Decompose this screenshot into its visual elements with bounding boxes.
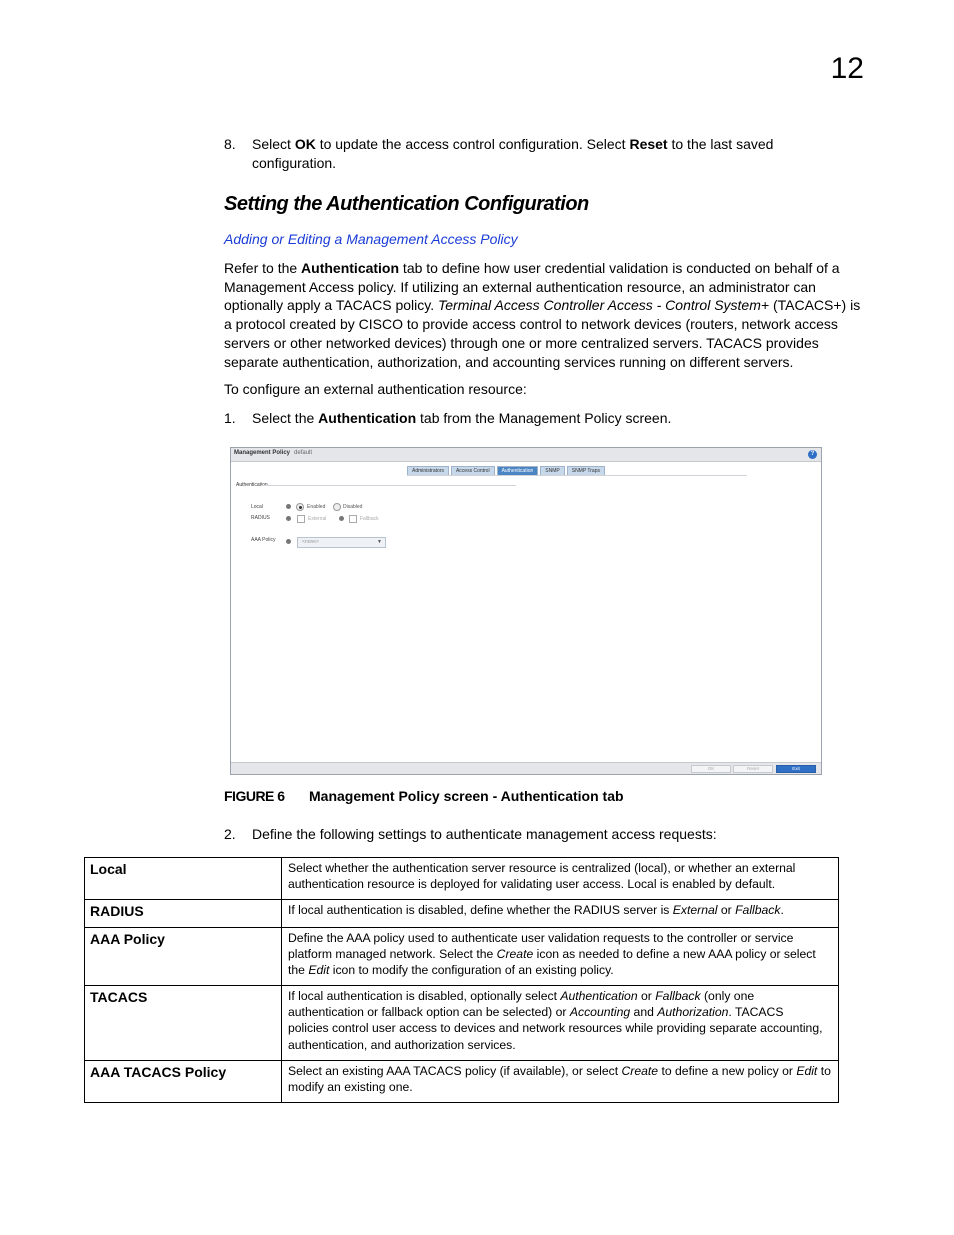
text: modify an existing one. — [288, 1080, 413, 1095]
text: icon as needed to define a new AAA policy or select — [533, 947, 816, 962]
text: icon to modify the configuration of an existing policy. — [329, 963, 614, 978]
ok-button[interactable]: OK — [691, 765, 731, 773]
text: If local authentication is disabled, define whether the RADIUS server is — [288, 903, 673, 917]
step-text: tab from the Management Policy screen. — [416, 410, 672, 426]
management-policy-screenshot — [230, 447, 822, 775]
info-icon — [286, 516, 291, 521]
text: Select whether the authentication server resource is centralized (local), or whether an external — [288, 861, 796, 875]
term-tacacs: TACACS — [85, 986, 282, 1061]
radius-external-label: External — [308, 516, 327, 522]
text: Define the AAA policy used to authenticate user validation requests to the controller or service — [288, 931, 794, 945]
term-local: Local — [85, 858, 282, 900]
text: to — [817, 1064, 831, 1078]
local-label: Local — [251, 504, 263, 510]
text: servers or other networked devices) through one or more centralized servers. TACACS provides — [224, 334, 819, 351]
authentication-term: Authentication — [301, 260, 400, 276]
term-aaa-tacacs-policy: AAA TACACS Policy — [85, 1061, 282, 1103]
section-title: Setting the Authentication Configuration — [224, 193, 589, 215]
aaa-policy-value: <none> — [302, 539, 319, 545]
term-radius: RADIUS — [85, 900, 282, 928]
tab-snmp[interactable]: SNMP — [540, 466, 564, 476]
text: authentication, and authorization services. — [288, 1037, 516, 1052]
tab-snmp-traps[interactable]: SNMP Traps — [567, 466, 605, 476]
chevron-down-icon: ▼ — [377, 539, 382, 545]
tab-access-control[interactable]: Access Control — [451, 466, 495, 476]
text: Create — [496, 947, 534, 962]
desc-local — [282, 858, 839, 900]
text: and — [630, 1005, 658, 1020]
step-number: 1. — [224, 410, 236, 426]
screenshot-footer — [231, 762, 821, 774]
desc-aaa-tacacs-policy — [282, 1061, 839, 1103]
text: separate authentication, authorization, and accounting services running on different servers. — [224, 353, 794, 370]
configure-text: To configure an external authentication resource: — [224, 381, 527, 397]
text: policies control user access to devices and network resources while providing separate accounting, — [288, 1021, 823, 1036]
text: . TACACS — [728, 1005, 784, 1020]
tacacs-expansion: Terminal Access Controller Access - Control System+ — [438, 297, 770, 314]
step-text: Select — [252, 136, 295, 152]
screen-title-text: Management Policy — [234, 450, 291, 456]
text: optionally apply a TACACS policy. — [224, 297, 438, 314]
text: . — [780, 903, 784, 917]
tab-authentication[interactable]: Authentication — [497, 466, 539, 476]
info-icon — [339, 516, 344, 521]
aaa-policy-select[interactable] — [297, 537, 386, 548]
reset-button[interactable]: Reset — [733, 765, 773, 773]
text: Refer to the — [224, 260, 302, 276]
info-icon — [286, 504, 291, 509]
chapter-number: 12 — [830, 52, 864, 85]
step-2 — [224, 825, 864, 844]
ok-term: OK — [294, 136, 316, 152]
text: authentication resource is deployed for validating user access. Local is enabled by default. — [288, 877, 776, 892]
desc-tacacs — [282, 986, 839, 1061]
info-icon — [286, 539, 291, 544]
step-number: 2. — [224, 826, 236, 842]
step-text: Define the following settings to authenticate management access requests: — [252, 826, 717, 842]
text: authentication or fallback option can be selected) or — [288, 1005, 570, 1020]
exit-button[interactable]: Exit — [776, 765, 816, 773]
tab-divider — [407, 475, 747, 476]
text: a protocol created by CISCO to provide access control to network devices (routers, network access — [224, 316, 838, 333]
step-text: to the last saved — [667, 136, 774, 152]
table-row — [85, 1061, 839, 1103]
screenshot-titlebar — [231, 448, 821, 462]
table-row — [85, 986, 839, 1061]
step-text: to update the access control configuration. Select — [315, 136, 630, 152]
text: Fallback — [735, 903, 781, 917]
desc-radius — [282, 900, 839, 928]
text: Create — [621, 1064, 659, 1078]
authentication-term: Authentication — [318, 410, 417, 426]
text: Edit — [308, 963, 330, 978]
intro-paragraph — [224, 259, 872, 371]
screen-title — [234, 450, 312, 456]
table-row — [85, 928, 839, 986]
text: to define a new policy or — [658, 1064, 797, 1078]
table-row — [85, 858, 839, 900]
figure-caption — [224, 788, 624, 804]
help-icon[interactable]: ? — [808, 450, 817, 459]
tab-administrators[interactable]: Administrators — [407, 466, 449, 476]
text: If local authentication is disabled, optionally select — [288, 989, 561, 1003]
text: Select an existing AAA TACACS policy (if available), or select — [288, 1064, 622, 1078]
text: Fallback — [655, 989, 701, 1003]
text: External — [672, 903, 718, 917]
step-1 — [224, 409, 864, 428]
text: (TACACS+) is — [769, 297, 861, 314]
radius-external-checkbox[interactable] — [297, 515, 305, 523]
text: Accounting — [569, 1005, 631, 1020]
step-number: 8. — [224, 136, 236, 152]
policy-name: default — [294, 450, 313, 456]
radius-fallback-label: Fallback — [360, 516, 379, 522]
step-8 — [224, 135, 864, 173]
local-disabled-radio[interactable] — [333, 503, 341, 511]
figure-label: FIGURE 6 — [224, 788, 285, 804]
text: (only one — [700, 989, 755, 1003]
text: or — [637, 989, 656, 1003]
table-row — [85, 900, 839, 928]
step-text: configuration. — [252, 155, 337, 171]
term-aaa-policy: AAA Policy — [85, 928, 282, 986]
related-link[interactable]: Adding or Editing a Management Access Policy — [224, 231, 518, 247]
group-label: Authentication — [236, 482, 268, 488]
local-disabled-label: Disabled — [343, 504, 363, 510]
text: or — [717, 903, 736, 917]
text: Management Access policy. If utilizing an external authentication resource, an administrator can — [224, 278, 816, 295]
reset-term: Reset — [629, 136, 668, 152]
text: Authorization — [657, 1005, 729, 1020]
local-enabled-label: Enabled — [307, 504, 326, 510]
desc-aaa-policy — [282, 928, 839, 986]
step-text: Select the — [252, 410, 319, 426]
text: the — [288, 963, 309, 978]
text: platform managed network. Select the — [288, 947, 497, 962]
text: Edit — [796, 1064, 818, 1078]
aaa-policy-label: AAA Policy — [251, 537, 276, 543]
local-enabled-radio[interactable] — [296, 503, 304, 511]
radius-fallback-checkbox[interactable] — [349, 515, 357, 523]
radius-label: RADIUS — [251, 515, 270, 521]
figure-caption-text: Management Policy screen - Authentication tab — [309, 788, 624, 804]
group-divider — [261, 485, 516, 486]
text: tab to define how user credential validation is conducted on behalf of a — [399, 260, 840, 276]
text: Authentication — [560, 989, 638, 1003]
settings-table — [84, 857, 839, 1103]
